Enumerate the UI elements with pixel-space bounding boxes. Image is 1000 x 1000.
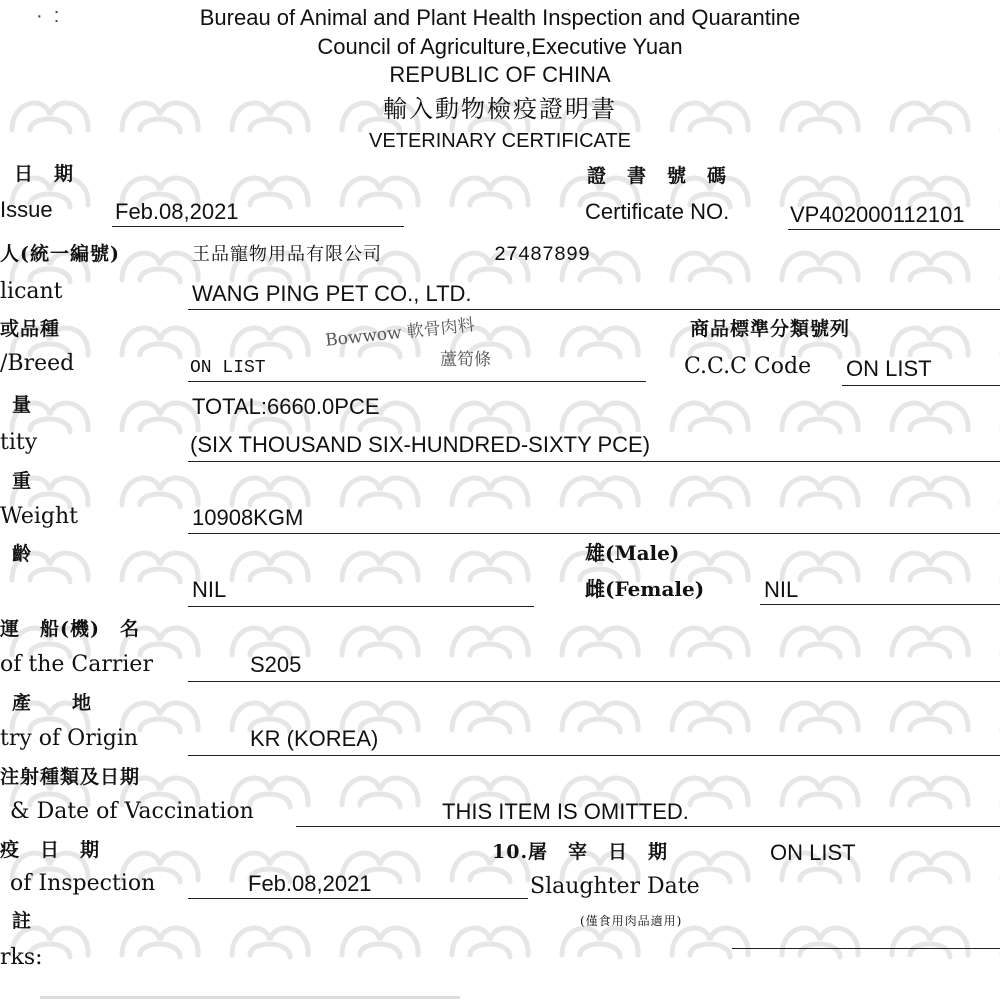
council-name: Council of Agriculture,Executive Yuan (317, 34, 683, 59)
certificate-number-value: VP402000112101 (790, 202, 965, 227)
age-label-zh: 齡 (12, 543, 33, 565)
scan-marks: · : (36, 5, 60, 27)
carrier-label-zh: 運 船(機) 名 (0, 618, 140, 640)
applicant-name-value: WANG PING PET CO., LTD. (192, 281, 472, 306)
slaughter-label-zh: 10.屠 宰 日 期 (492, 841, 669, 863)
remarks-label-en: rks: (0, 945, 43, 970)
remarks-line (732, 948, 1000, 949)
issue-date-value: Feb.08,2021 (115, 199, 239, 224)
breed-handwritten-note: Bowwow 軟骨肉料 (324, 315, 476, 351)
certificate-label-en: Certificate NO. (585, 199, 730, 224)
origin-label-en: try of Origin (0, 726, 139, 751)
title-chinese: 輸入動物檢疫證明書 (383, 95, 617, 123)
slaughter-label-en: Slaughter Date (530, 874, 700, 899)
ccc-line (842, 385, 1000, 386)
origin-line (188, 755, 1000, 756)
ccc-value: ON LIST (846, 356, 932, 381)
origin-label-zh: 產 地 (12, 692, 93, 714)
quantity-total-value: TOTAL:6660.0PCE (192, 394, 380, 419)
weight-label-en: Weight (0, 504, 78, 529)
issue-label-zh: 日 期 (14, 163, 75, 185)
inspection-line (188, 898, 528, 899)
quantity-words-value: (SIX THOUSAND SIX-HUNDRED-SIXTY PCE) (190, 432, 651, 457)
certificate-label-zh: 證 書 號 碼 (587, 165, 728, 187)
origin-value: KR (KOREA) (250, 726, 379, 751)
inspection-label-en: of Inspection (10, 871, 156, 896)
issue-label-en: Issue (0, 197, 53, 222)
remarks-label-zh: 註 (12, 910, 33, 932)
weight-label-zh: 重 (12, 470, 33, 492)
male-label: 雄(Male) (585, 541, 680, 565)
applicant-name-zh: 王品寵物用品有限公司 (192, 244, 382, 265)
vaccination-label-en: & Date of Vaccination (10, 799, 254, 824)
vaccination-value: THIS ITEM IS OMITTED. (442, 799, 689, 824)
quantity-label-zh: 量 (12, 394, 33, 416)
age-value: NIL (192, 577, 227, 602)
breed-label-en: /Breed (0, 351, 75, 376)
applicant-line (188, 309, 1000, 310)
vaccination-label-zh: 注射種類及日期 (0, 766, 141, 788)
weight-line (188, 533, 1000, 534)
slaughter-value: ON LIST (770, 840, 856, 865)
carrier-line (188, 681, 1000, 682)
country-name: REPUBLIC OF CHINA (389, 62, 611, 87)
applicant-label-en: licant (0, 279, 63, 304)
bureau-name: Bureau of Animal and Plant Health Inspection and Quarantine (199, 5, 801, 30)
applicant-id: 27487899 (494, 244, 591, 267)
certificate-number-line (788, 229, 1000, 230)
ccc-label-zh: 商品標準分類號列 (690, 318, 851, 340)
breed-label-zh: 或品種 (0, 318, 61, 340)
inspection-date-value: Feb.08,2021 (248, 871, 372, 896)
female-line (760, 604, 1000, 605)
slaughter-note: (僅食用肉品適用) (580, 914, 683, 928)
breed-handwritten-note-2: 蘆筍條 (440, 350, 491, 370)
carrier-value: S205 (250, 652, 302, 677)
breed-value: ON LIST (190, 358, 266, 378)
age-line (188, 606, 534, 607)
applicant-label-zh: 人(統一編號) (0, 243, 120, 265)
issue-date-line (112, 226, 404, 227)
bottom-edge-mark (40, 996, 460, 999)
vaccination-line (296, 826, 1000, 827)
female-value: NIL (764, 577, 799, 602)
breed-line (188, 381, 646, 382)
ccc-label-en: C.C.C Code (684, 354, 812, 379)
inspection-label-zh: 疫 日 期 (0, 839, 101, 861)
carrier-label-en: of the Carrier (0, 652, 153, 677)
quantity-label-en: tity (0, 430, 38, 455)
title-english: VETERINARY CERTIFICATE (369, 130, 631, 152)
female-label: 雌(Female) (585, 577, 705, 601)
weight-value: 10908KGM (192, 505, 304, 530)
quantity-line (188, 461, 1000, 462)
